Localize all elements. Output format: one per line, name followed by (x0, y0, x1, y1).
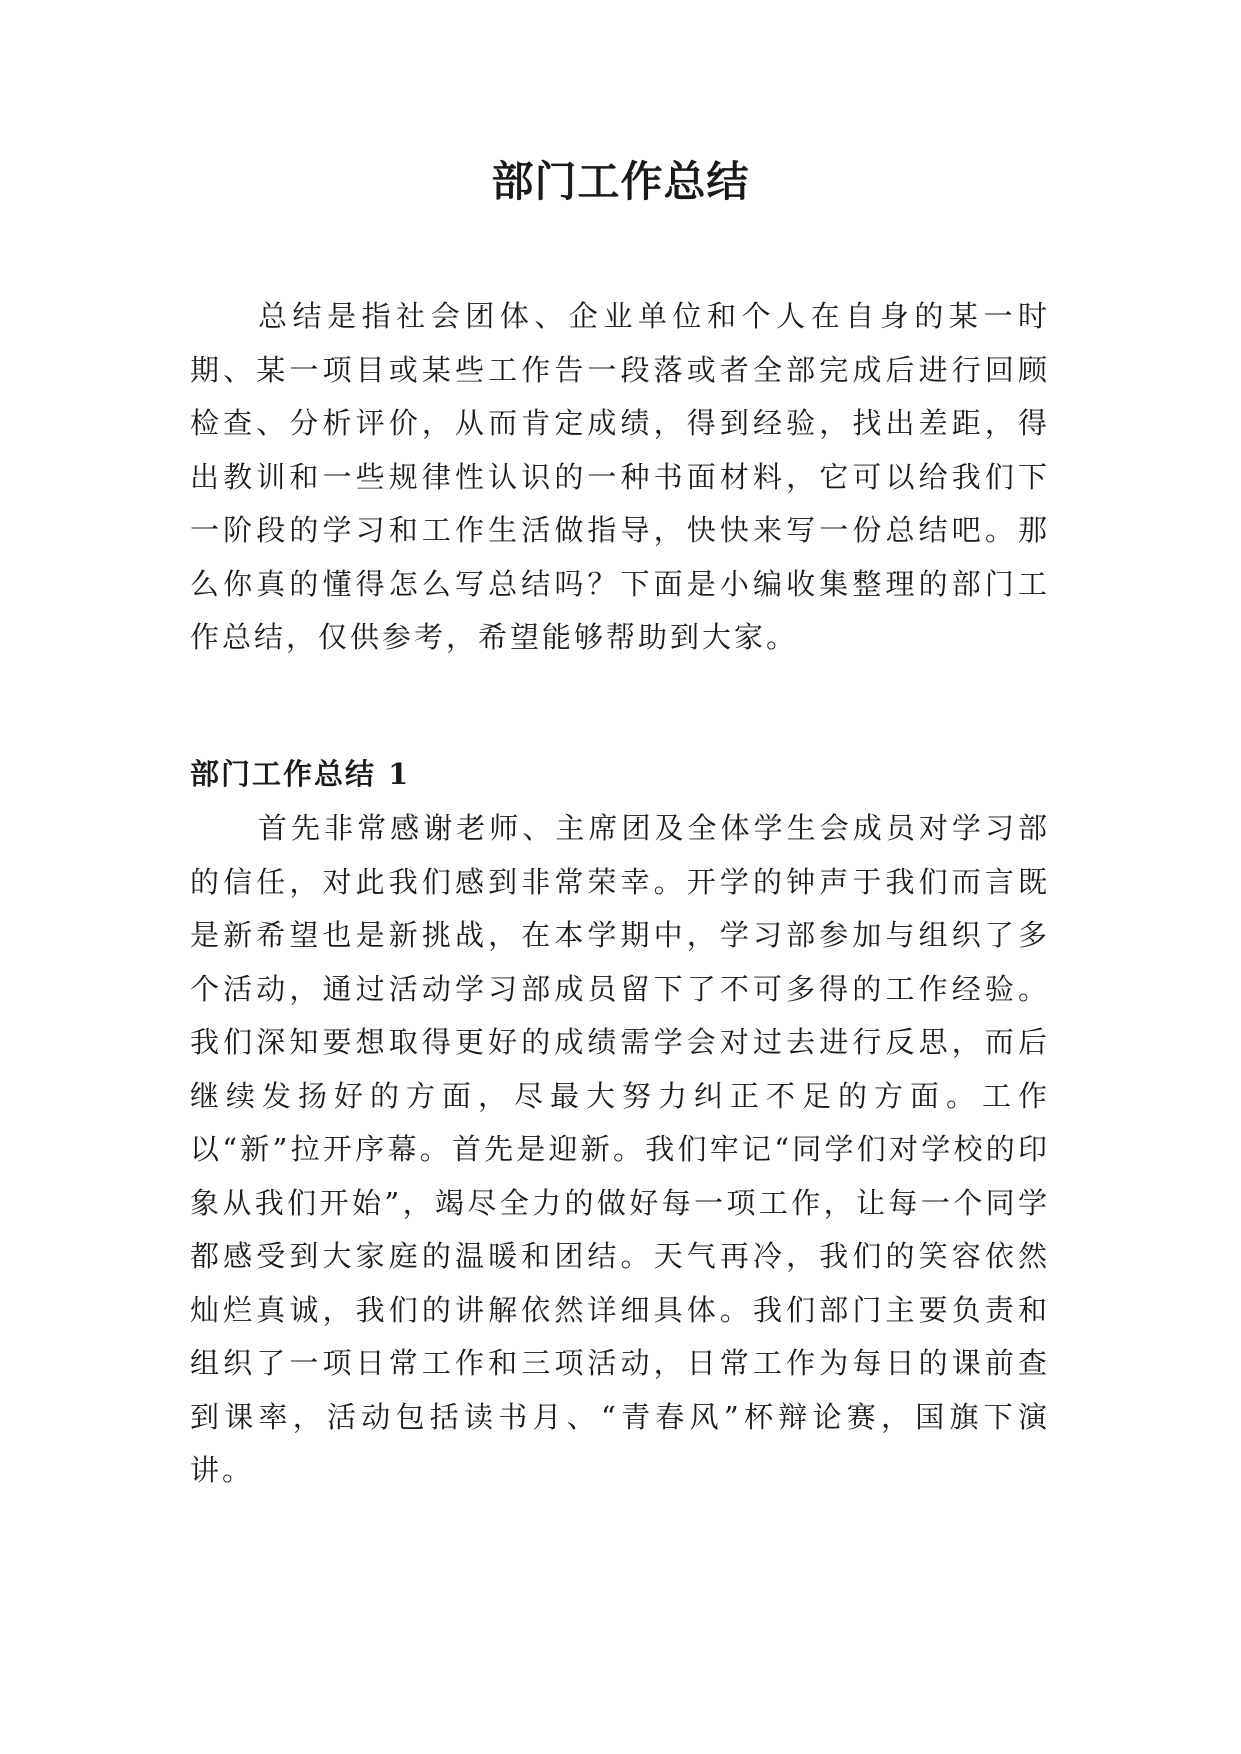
intro-paragraph: 总结是指社会团体、企业单位和个人在自身的某一时期、某一项目或某些工作告一段落或者全部完成后进行回顾检查、分析评价，从而肯定成绩，得到经验，找出差距，得出教训和一些规律性认识的一种书面材料，它可以给我们下一阶段的学习和工作生活做指导，快快来写一份总结吧。那么你真的懂得怎么写总结吗？下面是小编收集整理的部门工作总结，仅供参考，希望能够帮助到大家。 (190, 299, 1050, 654)
section-body-paragraph: 首先非常感谢老师、主席团及全体学生会成员对学习部的信任，对此我们感到非常荣幸。开学的钟声于我们而言既是新希望也是新挑战，在本学期中，学习部参加与组织了多个活动，通过活动学习部成员留下了不可多得的工作经验。我们深知要想取得更好的成绩需学会对过去进行反思，而后继续发扬好的方面，尽最大努力纠正不足的方面。工作以“新”拉开序幕。首先是迎新。我们牢记“同学们对学校的印象从我们开始”，竭尽全力的做好每一项工作，让每一个同学都感受到大家庭的温暖和团结。天气再冷，我们的笑容依然灿烂真诚，我们的讲解依然详细具体。我们部门主要负责和组织了一项日常工作和三项活动，日常工作为每日的课前查到课率，活动包括读书月、“青春风”杯辩论赛，国旗下演讲。 (190, 811, 1050, 1487)
document-title: 部门工作总结 (491, 157, 750, 206)
section-heading: 部门工作总结 1 (190, 757, 411, 791)
